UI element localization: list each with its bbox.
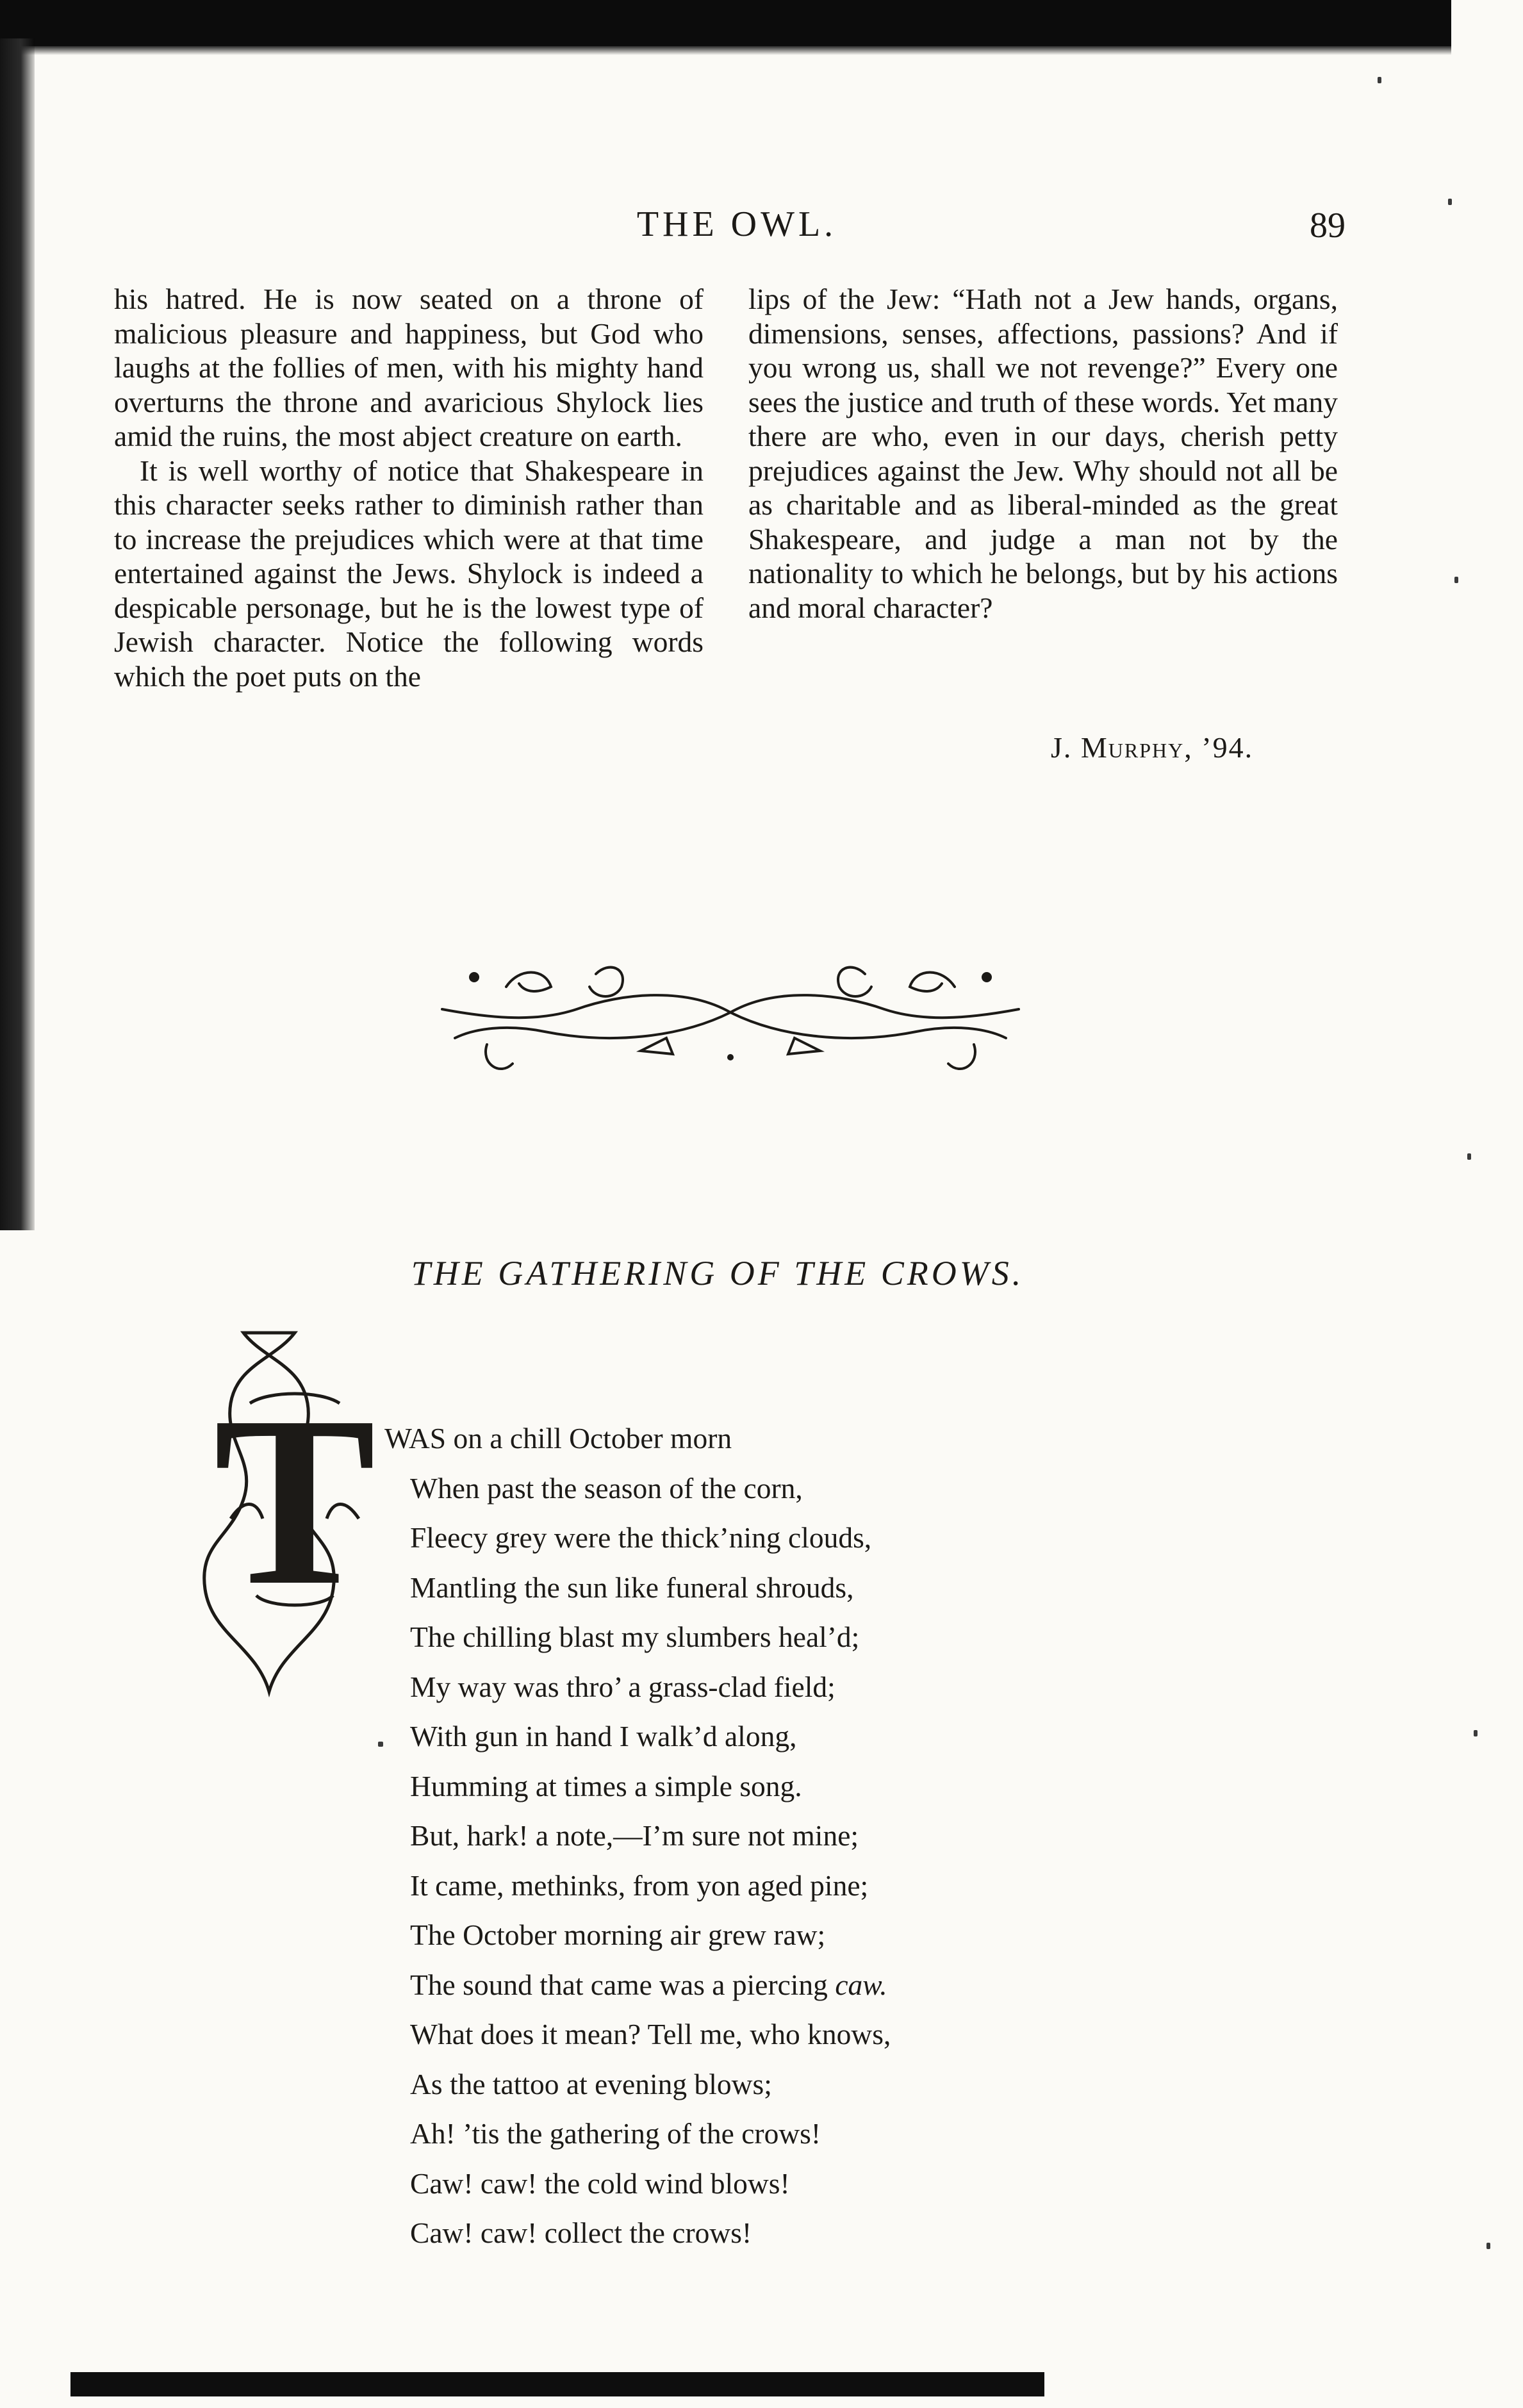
decorative-scroll-ornament: [429, 948, 1032, 1076]
running-head: THE OWL.: [636, 204, 837, 244]
scan-speck: [1474, 1730, 1478, 1736]
poem-line: Caw! caw! collect the crows!: [410, 2216, 752, 2249]
poem-line: As the tattoo at evening blows;: [410, 2067, 772, 2100]
poem-line: With gun in hand I walk’d along,: [410, 1720, 797, 1752]
signature-year: , ’94.: [1184, 731, 1254, 764]
scan-speck: [1467, 1153, 1471, 1160]
scan-shadow-top: [0, 46, 1451, 55]
poem-line: Fleecy grey were the thick’ning clouds,: [410, 1521, 872, 1554]
poem-line: It came, methinks, from yon aged pine;: [410, 1868, 869, 1902]
article-left-column: [114, 282, 704, 693]
poem-line-italic: caw.: [835, 1968, 887, 2001]
poem-line: When past the season of the corn,: [410, 1471, 803, 1505]
drop-cap-letter: T: [213, 1366, 376, 1636]
scan-border-top: [0, 0, 1451, 46]
signature-initial: J.: [1051, 731, 1081, 764]
page-number: 89: [1310, 206, 1346, 245]
article-right-column: [748, 282, 1338, 625]
poem-line: What does it mean? Tell me, who knows,: [410, 2018, 891, 2050]
poem-line: But, hark! a note,—I’m sure not mine;: [410, 1819, 859, 1852]
poem-line: Mantling the sun like funeral shrouds,: [410, 1571, 854, 1604]
scan-speck: [1454, 577, 1458, 583]
article-paragraph: It is well worthy of notice that Shakespeare in this character seeks rather to diminish rather than to increase the prejudices which were at that time entertained against the Jews. Shylock is indeed a despicable personage, but he is the lowest type of Jewish character. Notice the following words which the poet puts on the: [114, 454, 704, 693]
scan-border-left: [0, 38, 35, 1230]
scan-speck: [1486, 2243, 1490, 2249]
poem-line: My way was thro’ a grass-clad field;: [410, 1670, 836, 1703]
signature-name: Murphy: [1080, 731, 1185, 764]
ornamental-drop-cap: [192, 1326, 397, 1711]
scan-speck: [1378, 77, 1381, 83]
author-signature: [1051, 730, 1371, 764]
poem-line-text: The sound that came was a piercing: [410, 1968, 836, 2001]
poem-line: Caw! caw! the cold wind blows!: [410, 2166, 790, 2200]
scan-speck: [378, 1742, 383, 1747]
poem-title: THE GATHERING OF THE CROWS.: [411, 1254, 1025, 1292]
scan-speck: [1448, 199, 1452, 205]
poem-line: [410, 1968, 1179, 2018]
poem-line: The October morning air grew raw;: [410, 1918, 826, 1951]
poem-line: Ah! ’tis the gathering of the crows!: [410, 2117, 821, 2150]
poem-line: WAS on a chill October morn: [384, 1422, 732, 1455]
poem-line: The chilling blast my slumbers heal’d;: [410, 1620, 860, 1653]
poem-body: [384, 1421, 1179, 2266]
poem-line: Humming at times a simple song.: [410, 1769, 802, 1802]
scan-border-bottom: [70, 2372, 1044, 2396]
article-paragraph: lips of the Jew: “Hath not a Jew hands, organs, dimensions, senses, affections, passions? And if you wrong us, shall we not revenge?” Every one sees the justice and truth of these words. Yet many there are who, even in our days, cherish petty prejudices against the Jew. Why should not all be as charitable and as liberal-minded as the great Shakespeare, and judge a man not by the nationality to which he belongs, but by his actions and moral character?: [748, 283, 1338, 624]
article-paragraph: his hatred. He is now seated on a throne of malicious pleasure and happiness, but God who laughs at the follies of men, with his mighty hand overturns the throne and avaricious Shylock lies amid the ruins, the most abject creature on earth.: [114, 283, 704, 452]
